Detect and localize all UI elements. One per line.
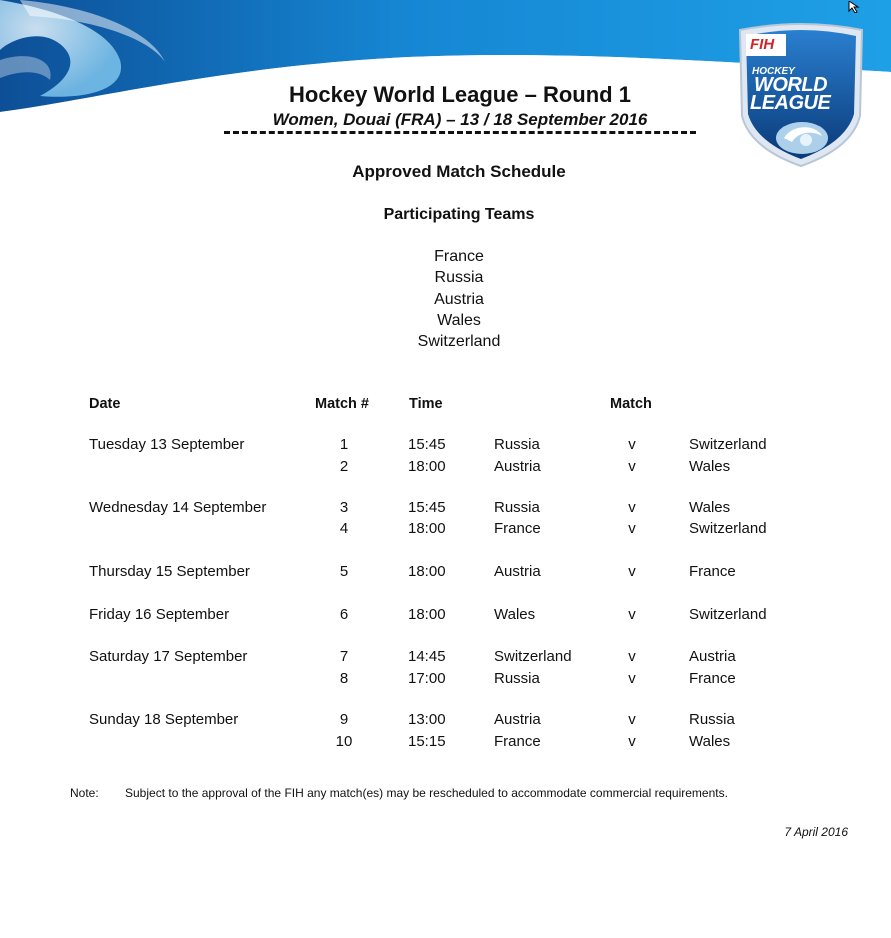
table-row (0, 606, 891, 626)
versus-label: v (628, 436, 636, 453)
home-team: Russia (494, 499, 540, 516)
match-number: 8 (339, 670, 349, 687)
home-team: Austria (494, 711, 541, 728)
table-row (0, 733, 891, 753)
match-date: Saturday 17 September (89, 648, 248, 665)
versus-label: v (628, 458, 636, 475)
match-number: 4 (339, 520, 349, 537)
versus-label: v (628, 648, 636, 665)
team-item: Austria (434, 290, 484, 308)
away-team: France (689, 563, 736, 580)
logo-line-hockey: HOCKEY (752, 66, 795, 77)
home-team: Wales (494, 606, 536, 623)
away-team: Wales (689, 458, 731, 475)
teams-title: Participating Teams (383, 206, 535, 223)
match-number: 7 (339, 648, 349, 665)
away-team: Wales (689, 733, 731, 750)
column-header-match-number: Match # (315, 396, 369, 412)
match-date: Sunday 18 September (89, 711, 239, 728)
fih-logo-text: FIH (750, 36, 775, 53)
versus-label: v (628, 733, 636, 750)
home-team: France (494, 520, 541, 537)
home-team: France (494, 733, 541, 750)
match-time: 18:00 (408, 520, 446, 537)
match-time: 18:00 (408, 563, 446, 580)
home-team: Austria (494, 458, 541, 475)
match-time: 13:00 (408, 711, 446, 728)
match-number: 5 (339, 563, 349, 580)
home-team: Russia (494, 670, 540, 687)
match-time: 18:00 (408, 458, 446, 475)
match-number: 9 (339, 711, 349, 728)
match-time: 15:45 (408, 499, 446, 516)
team-item: Wales (437, 311, 481, 329)
match-time: 14:45 (408, 648, 446, 665)
table-row (0, 436, 891, 456)
issue-date: 7 April 2016 (784, 825, 848, 839)
column-header-time: Time (409, 396, 443, 412)
table-row (0, 499, 891, 519)
home-team: Russia (494, 436, 540, 453)
match-number: 3 (339, 499, 349, 516)
away-team: France (689, 670, 736, 687)
table-row (0, 711, 891, 731)
table-row (0, 563, 891, 583)
match-date: Thursday 15 September (89, 563, 250, 580)
page-subtitle: Women, Douai (FRA) – 13 / 18 September 2016 (272, 110, 648, 129)
versus-label: v (628, 499, 636, 516)
versus-label: v (628, 563, 636, 580)
versus-label: v (628, 520, 636, 537)
home-team: Austria (494, 563, 541, 580)
column-header-match: Match (610, 396, 652, 412)
match-date: Wednesday 14 September (89, 499, 267, 516)
match-time: 15:15 (408, 733, 446, 750)
match-number: 2 (339, 458, 349, 475)
away-team: Switzerland (689, 520, 767, 537)
away-team: Switzerland (689, 436, 767, 453)
versus-label: v (628, 711, 636, 728)
match-number: 1 (339, 436, 349, 453)
teams-list (360, 246, 558, 352)
logo-line-league: LEAGUE (750, 92, 831, 114)
match-number: 6 (339, 606, 349, 623)
versus-label: v (628, 670, 636, 687)
note-label: Note: (70, 786, 99, 800)
away-team: Russia (689, 711, 735, 728)
schedule-title: Approved Match Schedule (352, 162, 566, 181)
team-item: Russia (434, 269, 484, 287)
team-item: Switzerland (417, 333, 501, 351)
versus-label: v (628, 606, 636, 623)
title-divider (224, 131, 696, 134)
team-item: France (434, 248, 484, 265)
table-row (0, 670, 891, 690)
match-number: 10 (335, 733, 353, 750)
page-title: Hockey World League – Round 1 (289, 82, 631, 107)
note-text: Subject to the approval of the FIH any match(es) may be rescheduled to accommodate commercial requirements. (125, 786, 728, 800)
column-header-date: Date (89, 396, 121, 412)
home-team: Switzerland (494, 648, 572, 665)
match-time: 15:45 (408, 436, 446, 453)
match-time: 17:00 (408, 670, 446, 687)
match-date: Friday 16 September (89, 606, 230, 623)
logo-line-world: WORLD (754, 74, 828, 96)
table-row (0, 458, 891, 478)
away-team: Wales (689, 499, 731, 516)
away-team: Austria (689, 648, 736, 665)
match-date: Tuesday 13 September (89, 436, 245, 453)
mouse-cursor-icon (847, 0, 861, 18)
match-time: 18:00 (408, 606, 446, 623)
away-team: Switzerland (689, 606, 767, 623)
table-row (0, 648, 891, 668)
table-row (0, 520, 891, 540)
